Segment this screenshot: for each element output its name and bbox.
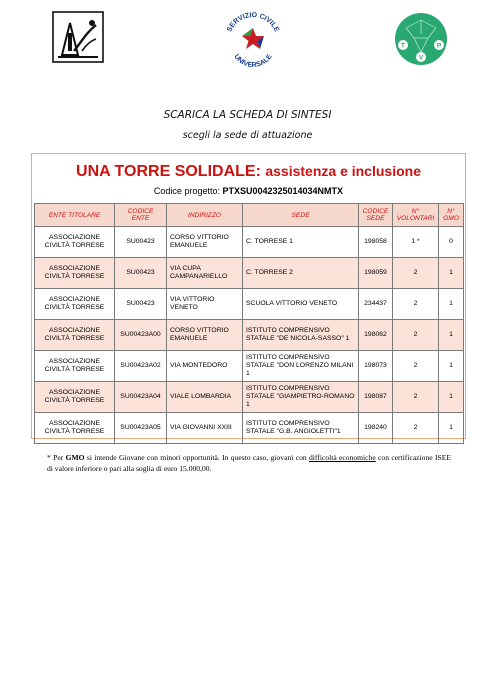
footnote-text-2: con certificazione ISEE di valore inferiore o pari alla soglia di euro 15.000,00. bbox=[47, 453, 451, 473]
table-cell: SU00423 bbox=[115, 258, 167, 289]
table-row[interactable] bbox=[35, 320, 464, 351]
table-row[interactable] bbox=[35, 227, 464, 258]
project-code-value: PTXSU0042325014034NMTX bbox=[222, 186, 344, 196]
table-cell: VIA CUPA CAMPANARIELLO bbox=[167, 258, 243, 289]
svg-text:UNIVERSALE: UNIVERSALE bbox=[232, 53, 274, 70]
col-header: INDIRIZZO bbox=[167, 204, 243, 227]
table-cell: 2 bbox=[393, 382, 439, 413]
footnote-text-1: si intende Giovane con minori opportunità. In questo caso, giovani con bbox=[86, 453, 307, 462]
table-cell: C. TORRESE 2 bbox=[243, 258, 359, 289]
table-cell: VIA VITTORIO VENETO bbox=[167, 289, 243, 320]
table-cell: 198059 bbox=[359, 258, 393, 289]
col-header: SEDE bbox=[243, 204, 359, 227]
table-header-row bbox=[35, 204, 464, 227]
table-cell: ASSOCIAZIONE CIVILTÀ TORRESE bbox=[35, 413, 115, 444]
table-cell: ASSOCIAZIONE CIVILTÀ TORRESE bbox=[35, 289, 115, 320]
table-cell: VIA MONTEDORO bbox=[167, 351, 243, 382]
table-cell: 198058 bbox=[359, 227, 393, 258]
table-cell: C. TORRESE 1 bbox=[243, 227, 359, 258]
table-cell: 2 bbox=[393, 258, 439, 289]
table-cell: 198073 bbox=[359, 351, 393, 382]
project-card bbox=[31, 153, 466, 439]
table-cell: 1 bbox=[439, 289, 464, 320]
project-title-main: UNA TORRE SOLIDALE: bbox=[76, 163, 261, 180]
project-title bbox=[32, 163, 465, 181]
servizio-civile-logo bbox=[219, 7, 287, 75]
choose-site-subtitle: scegli la sede di attuazione bbox=[182, 130, 313, 141]
table-cell: ASSOCIAZIONE CIVILTÀ TORRESE bbox=[35, 320, 115, 351]
table-cell: SU00423 bbox=[115, 227, 167, 258]
table-cell: ISTITUTO COMPRENSIVO STATALE "DE NICOLA-SASSO" 1 bbox=[243, 320, 359, 351]
table-cell: CORSO VITTORIO EMANUELE bbox=[167, 227, 243, 258]
download-summary-link[interactable]: SCARICA LA SCHEDA DI SINTESI bbox=[163, 109, 332, 121]
table-row[interactable] bbox=[35, 382, 464, 413]
table-cell: 1 bbox=[439, 382, 464, 413]
table-cell: VIA GIOVANNI XXIII bbox=[167, 413, 243, 444]
gmo-footnote bbox=[47, 452, 451, 474]
col-header: N° VOLONTARI bbox=[393, 204, 439, 227]
table-cell: ASSOCIAZIONE CIVILTÀ TORRESE bbox=[35, 351, 115, 382]
footnote-star: * Per bbox=[47, 453, 64, 462]
col-header: CODICE SEDE bbox=[359, 204, 393, 227]
table-cell: 198062 bbox=[359, 320, 393, 351]
svg-text:SERVIZIO CIVILE: SERVIZIO CIVILE bbox=[226, 11, 280, 34]
table-cell: CORSO VITTORIO EMANUELE bbox=[167, 320, 243, 351]
footnote-underlined: difficoltà economiche bbox=[309, 453, 376, 462]
table-row[interactable] bbox=[35, 289, 464, 320]
table-row[interactable] bbox=[35, 258, 464, 289]
table-cell: ASSOCIAZIONE CIVILTÀ TORRESE bbox=[35, 382, 115, 413]
footnote-gmo: GMO bbox=[65, 453, 85, 462]
table-cell: 2 bbox=[393, 320, 439, 351]
table-cell: 234437 bbox=[359, 289, 393, 320]
table-cell: 2 bbox=[393, 413, 439, 444]
table-cell: SU00423 bbox=[115, 289, 167, 320]
table-row[interactable] bbox=[35, 413, 464, 444]
table-cell: 1 bbox=[439, 320, 464, 351]
sites-table bbox=[34, 203, 464, 444]
association-logo bbox=[52, 11, 104, 63]
table-cell: ISTITUTO COMPRENSIVO STATALE "GIAMPIETRO-ROMANO 1 bbox=[243, 382, 359, 413]
table-cell: 1 bbox=[439, 258, 464, 289]
table-cell: ISTITUTO COMPRENSIVO STATALE "G.B. ANGIOLETTI"1 bbox=[243, 413, 359, 444]
table-cell: 1 bbox=[439, 351, 464, 382]
table-cell: ASSOCIAZIONE CIVILTÀ TORRESE bbox=[35, 258, 115, 289]
table-cell: ASSOCIAZIONE CIVILTÀ TORRESE bbox=[35, 227, 115, 258]
tvp-letter-t: T bbox=[401, 42, 405, 50]
table-cell: SU00423A05 bbox=[115, 413, 167, 444]
project-code-label: Codice progetto: bbox=[153, 186, 220, 196]
table-cell: SU00423A00 bbox=[115, 320, 167, 351]
project-title-sub: assistenza e inclusione bbox=[265, 163, 421, 179]
table-row[interactable] bbox=[35, 351, 464, 382]
table-cell: SU00423A02 bbox=[115, 351, 167, 382]
table-cell: 2 bbox=[393, 289, 439, 320]
table-cell: SCUOLA VITTORIO VENETO bbox=[243, 289, 359, 320]
table-cell: SU00423A04 bbox=[115, 382, 167, 413]
col-header: CODICE ENTE bbox=[115, 204, 167, 227]
table-cell: 0 bbox=[439, 227, 464, 258]
tvp-letter-v: V bbox=[418, 54, 424, 62]
table-cell: ISTITUTO COMPRENSIVO STATALE "DON LORENZO MILANI 1 bbox=[243, 351, 359, 382]
col-header: ENTE TITOLARE bbox=[35, 204, 115, 227]
project-code bbox=[32, 186, 465, 196]
table-cell: 198240 bbox=[359, 413, 393, 444]
col-header: N° GMO bbox=[439, 204, 464, 227]
table-cell: 1 * bbox=[393, 227, 439, 258]
table-cell: VIALE LOMBARDIA bbox=[167, 382, 243, 413]
table-cell: 1 bbox=[439, 413, 464, 444]
table-cell: 2 bbox=[393, 351, 439, 382]
tvp-letter-p: P bbox=[436, 42, 442, 50]
tvp-logo bbox=[394, 12, 448, 66]
table-cell: 198087 bbox=[359, 382, 393, 413]
